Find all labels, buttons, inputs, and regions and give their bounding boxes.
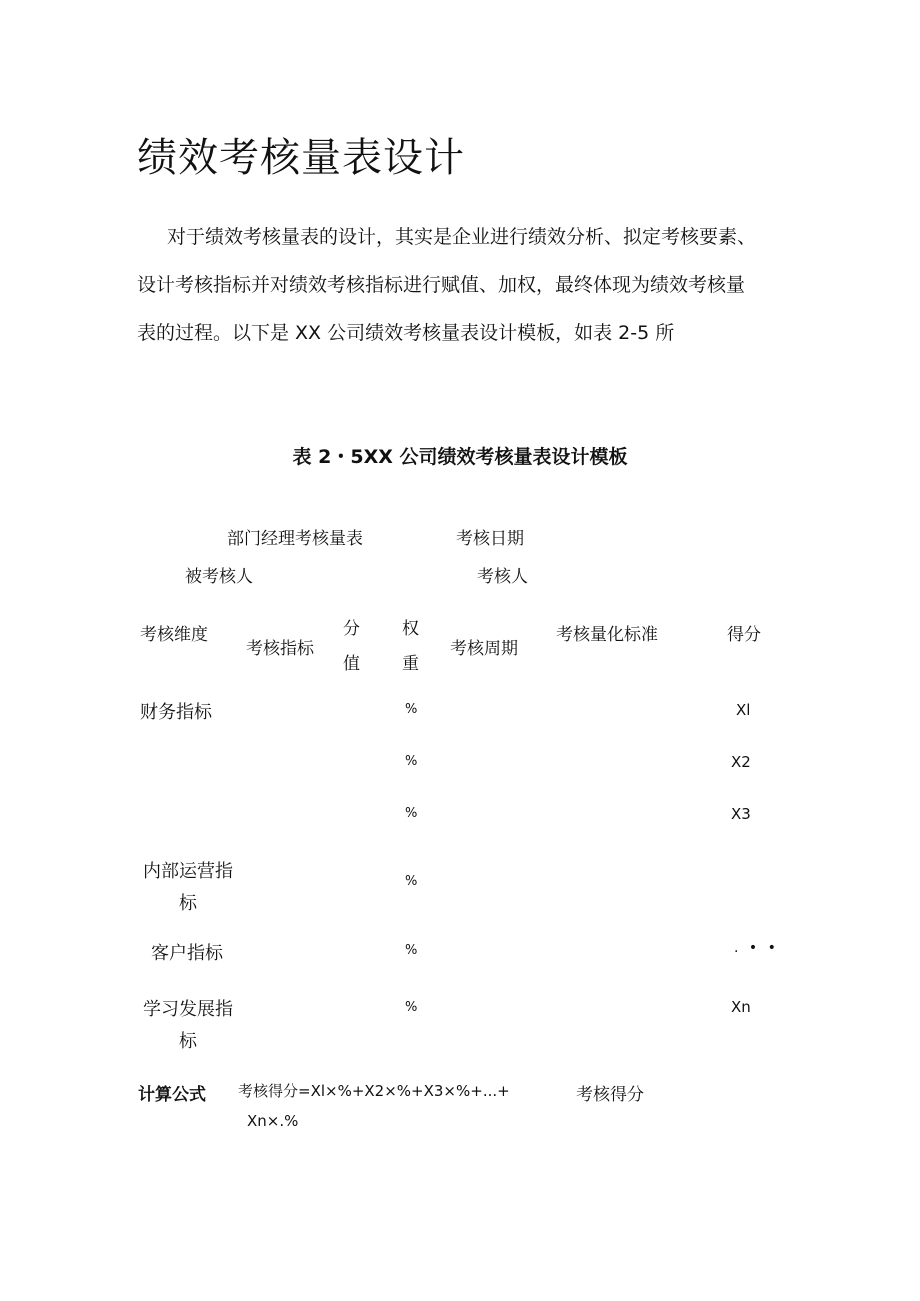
row-6-result: Xn [731, 998, 751, 1016]
row-5-weight: % [405, 943, 418, 958]
assessee-label: 被考核人 [185, 567, 253, 587]
paragraph-line-2: 设计考核指标并对绩效考核指标进行赋值、加权，最终体现为绩效考核量 [137, 274, 746, 296]
row-6-dimension-line2: 标 [179, 1031, 197, 1052]
assessment-date-label: 考核日期 [456, 529, 524, 549]
header-result: 得分 [727, 625, 761, 645]
header-weight-bottom: 重 [402, 654, 419, 674]
formula-label: 计算公式 [138, 1085, 206, 1105]
form-name: 部门经理考核量表 [227, 529, 363, 549]
row-1-dimension: 财务指标 [140, 702, 212, 723]
header-criteria: 考核量化标准 [556, 625, 658, 645]
row-2-result: X2 [731, 753, 751, 771]
row-2-weight: % [405, 754, 418, 769]
row-1-result: Xl [736, 701, 751, 719]
header-dimension: 考核维度 [140, 625, 208, 645]
header-period: 考核周期 [450, 639, 518, 659]
header-indicator: 考核指标 [246, 639, 314, 659]
formula-line-2: Xn×.% [247, 1112, 299, 1130]
row-5-result: . • • [734, 940, 779, 956]
row-6-dimension-line1: 学习发展指 [143, 999, 233, 1020]
header-weight-top: 权 [402, 619, 419, 639]
formula-line-1: 考核得分=Xl×%+X2×%+X3×%+...+ [238, 1082, 510, 1100]
row-4-weight: % [405, 874, 418, 889]
row-6-weight: % [405, 1000, 418, 1015]
formula-score-label: 考核得分 [576, 1085, 644, 1105]
row-3-weight: % [405, 806, 418, 821]
row-5-dimension: 客户指标 [151, 943, 223, 964]
header-score-top: 分 [343, 619, 360, 639]
assessor-label: 考核人 [477, 567, 528, 587]
paragraph-line-3: 表的过程。以下是 XX 公司绩效考核量表设计模板，如表 2-5 所 [137, 322, 675, 344]
page-title: 绩效考核量表设计 [137, 135, 465, 181]
row-1-weight: % [405, 702, 418, 717]
row-3-result: X3 [731, 805, 751, 823]
table-caption: 表 2・5XX 公司绩效考核量表设计模板 [292, 446, 628, 468]
row-4-dimension-line1: 内部运营指 [143, 861, 233, 882]
paragraph-line-1: 对于绩效考核量表的设计，其实是企业进行绩效分析、拟定考核要素、 [167, 226, 757, 248]
row-4-dimension-line2: 标 [179, 893, 197, 914]
header-score-bottom: 值 [343, 654, 360, 674]
